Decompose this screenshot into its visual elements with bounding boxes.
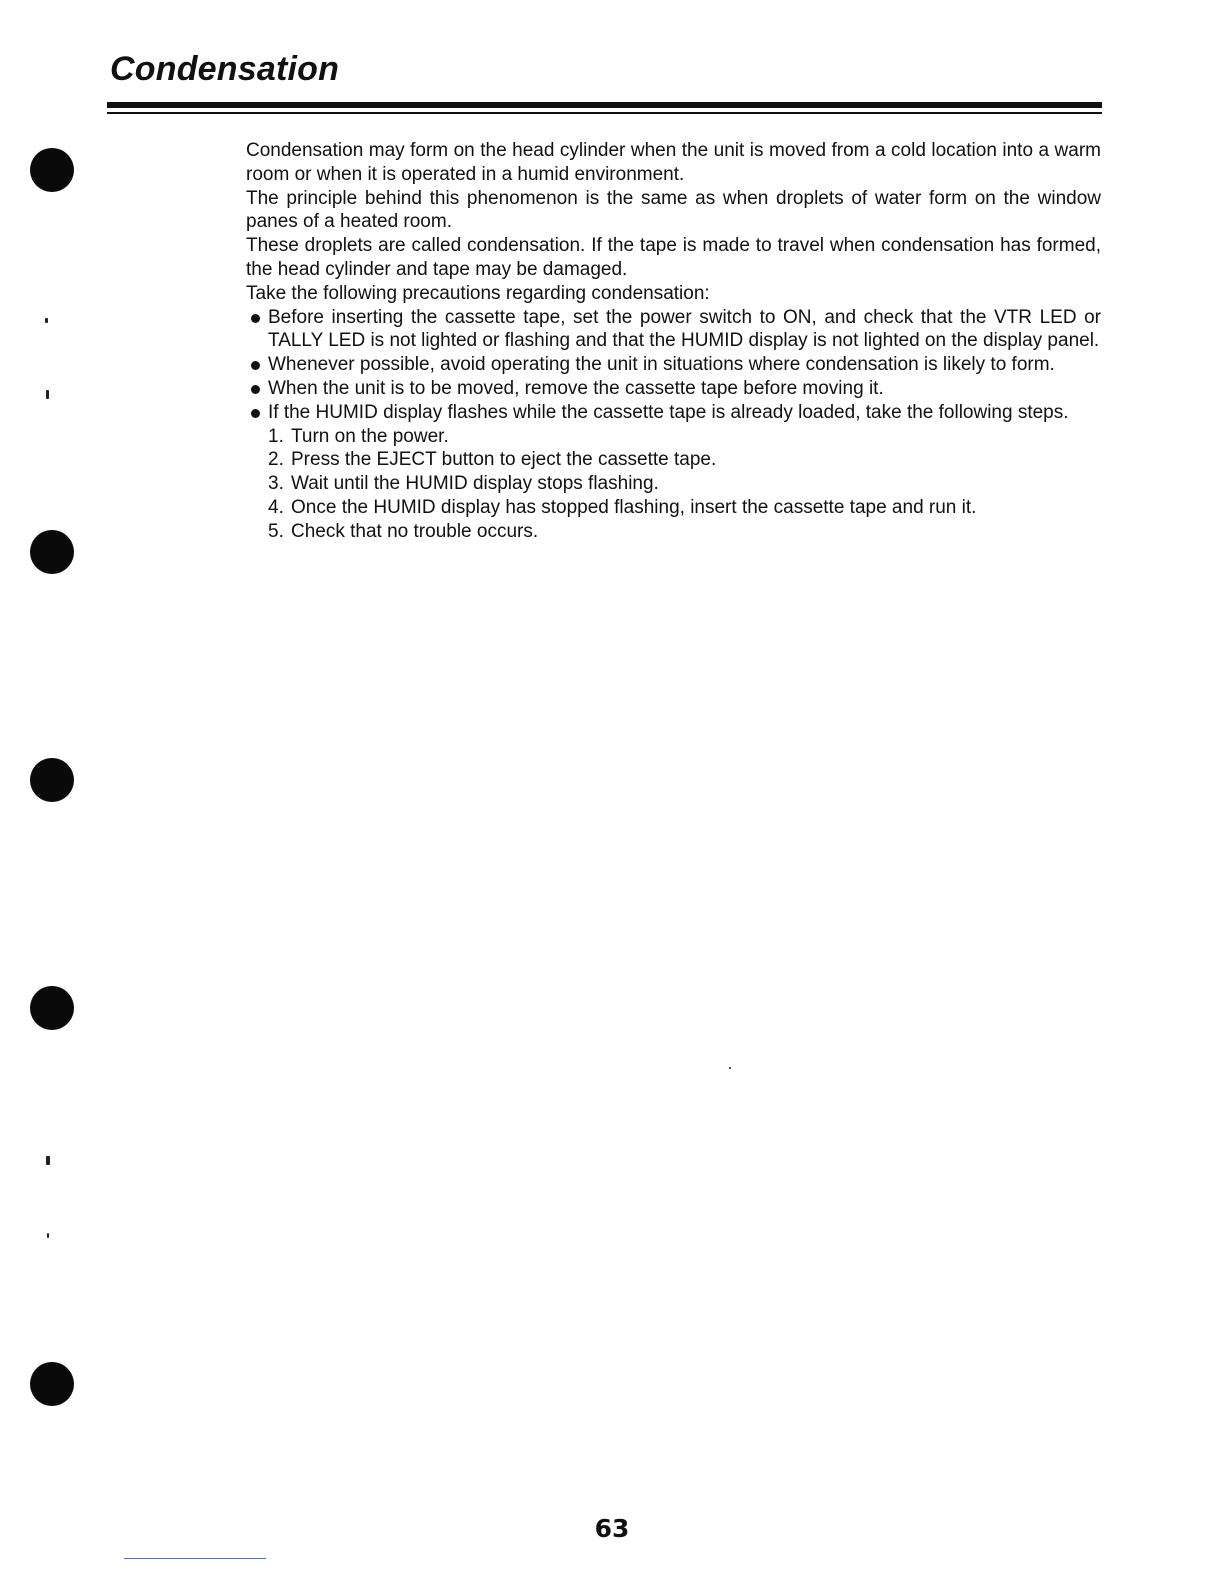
step-text: Press the EJECT button to eject the cassette tape. [291,449,717,471]
list-item [246,306,1101,354]
page-title: Condensation [110,50,340,88]
list-item-text: If the HUMID display flashes while the cassette tape is already loaded, take the following steps. [268,401,1069,423]
paragraph: These droplets are called condensation. If the tape is made to travel when condensation has formed, the head cylinder and tape may be damaged. [246,235,1101,280]
scan-speck [729,1067,731,1069]
step-item [268,496,1101,520]
paragraph: The principle behind this phenomenon is the same as when droplets of water form on the window panes of a heated room. [246,187,1101,233]
bullet-icon [251,385,260,394]
step-text: Turn on the power. [291,425,449,447]
list-item [246,401,1101,425]
list-item-text: Before inserting the cassette tape, set the power switch to ON, and check that the VTR LED or TALLY LED is not lighted or flashing and that the HUMID display is not lighted on the display panel. [268,306,1101,352]
step-item [268,472,1101,496]
page-number: 63 [594,1514,630,1543]
footer-rule [124,1558,266,1559]
scan-speck [46,1156,50,1165]
list-item [246,377,1101,401]
scan-speck [45,318,48,323]
list-item-text: When the unit is to be moved, remove the cassette tape before moving it. [268,377,884,399]
step-item [268,425,1101,449]
binder-hole [30,1362,74,1406]
title-rule-thin [107,112,1102,114]
precautions-list [246,306,1101,425]
binder-hole [30,530,74,574]
step-text: Wait until the HUMID display stops flashing. [291,473,659,495]
list-item [246,353,1101,377]
paragraph: Condensation may form on the head cylinder when the unit is moved from a cold location into a warm room or when it is operated in a humid environment. [246,140,1101,185]
binder-hole [30,986,74,1030]
step-text: Check that no trouble occurs. [291,520,539,542]
step-item [268,520,1101,544]
step-number: 2. [268,449,284,471]
step-number: 4. [268,496,284,518]
bullet-icon [251,314,260,323]
binder-hole [30,148,74,192]
scan-speck [46,390,49,399]
step-number: 5. [268,520,284,542]
list-item-text: Whenever possible, avoid operating the unit in situations where condensation is likely to form. [268,354,1055,376]
step-item [268,448,1101,472]
binder-hole [30,758,74,802]
bullet-icon [251,409,260,418]
bullet-icon [251,361,260,370]
steps-list [246,425,1101,544]
body-content [246,139,1101,544]
scan-speck [47,1233,49,1238]
step-number: 3. [268,473,284,495]
step-text: Once the HUMID display has stopped flashing, insert the cassette tape and run it. [291,496,977,518]
title-rule-thick [107,102,1102,108]
paragraph: Take the following precautions regarding condensation: [246,282,710,304]
step-number: 1. [268,425,284,447]
